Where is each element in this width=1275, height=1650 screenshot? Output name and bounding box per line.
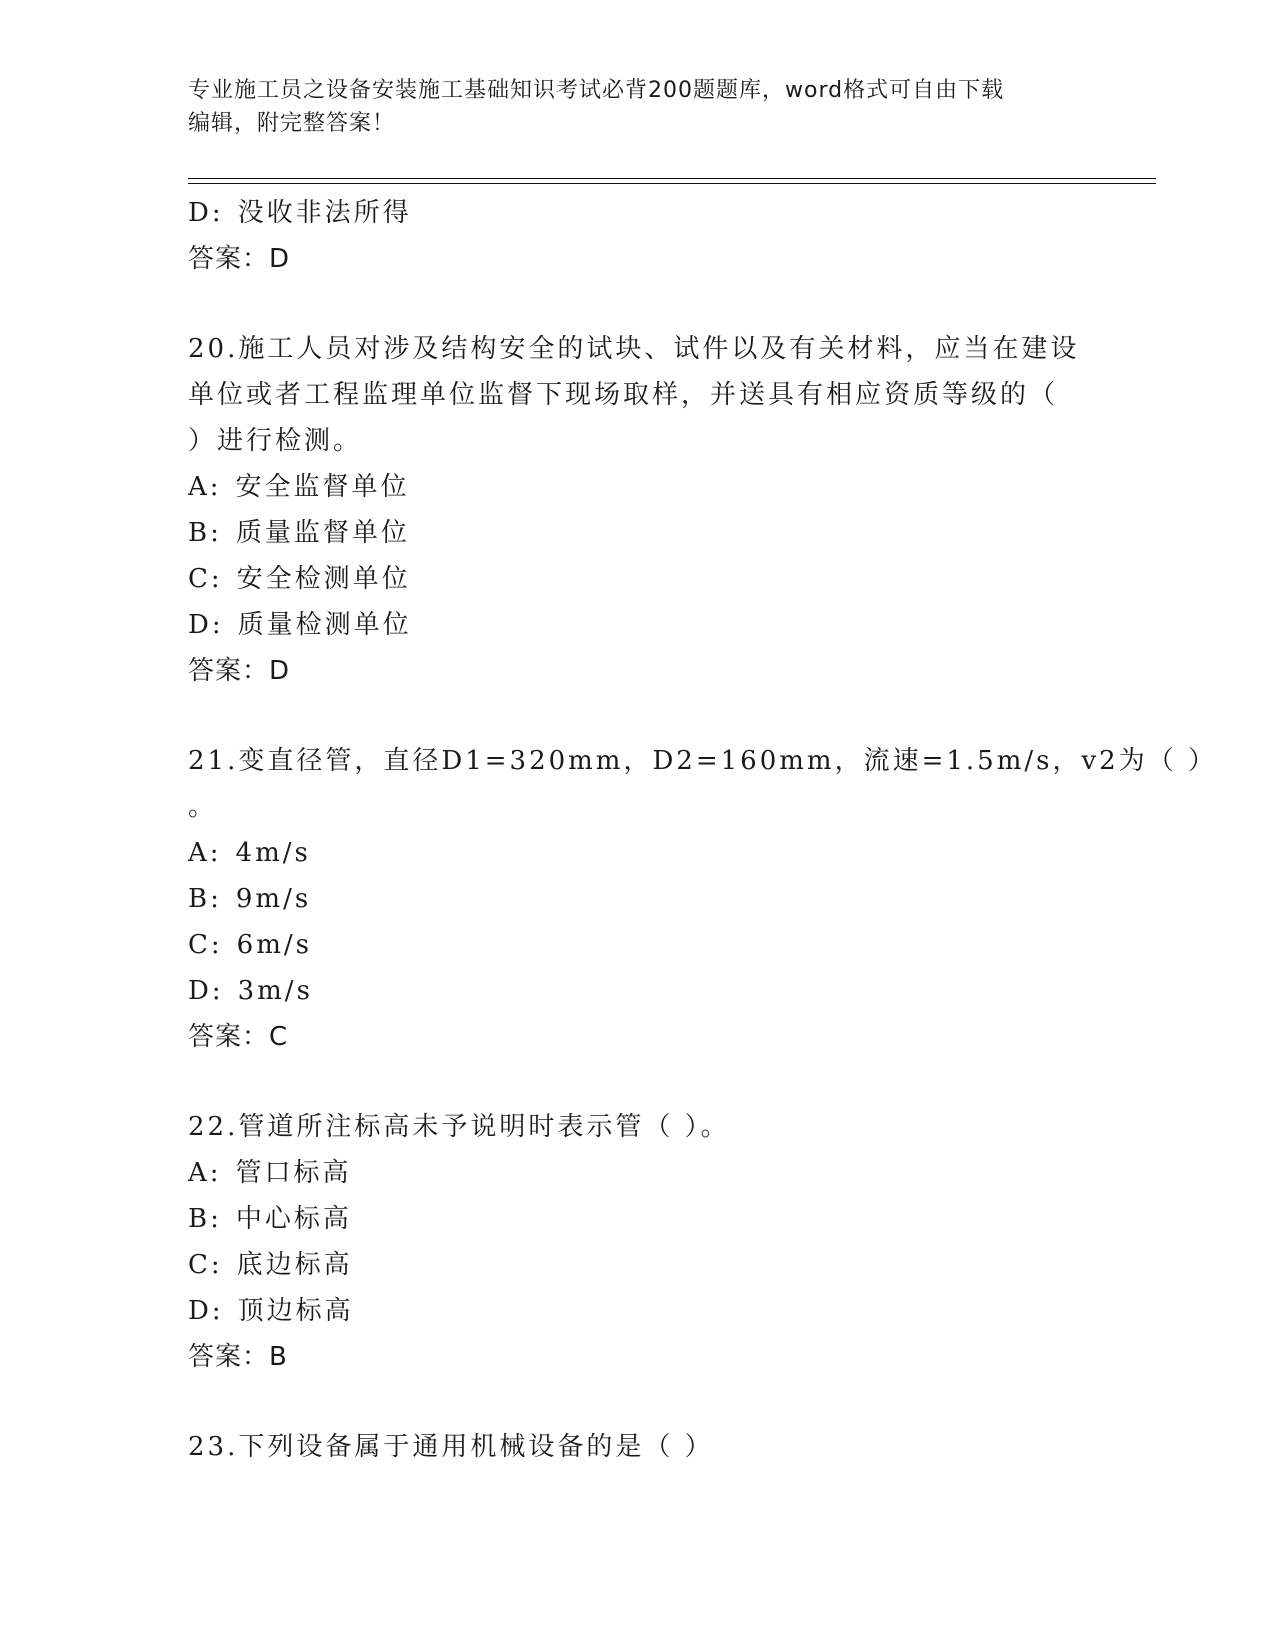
option-letter: D: xyxy=(188,976,224,1006)
option-text: 质量监督单位 xyxy=(235,518,410,548)
question-23 xyxy=(188,1424,1088,1470)
question-text: 21.变直径管，直径D1=320mm，D2=160mm，流速=1.5m/s，v2为（ ） xyxy=(188,746,1217,776)
option-text: 安全检测单位 xyxy=(236,564,411,594)
option-text: 安全监督单位 xyxy=(235,472,410,502)
option-c xyxy=(188,1242,1088,1288)
option-a xyxy=(188,1150,1088,1196)
answer: 答案：D xyxy=(188,656,291,686)
option-c xyxy=(188,922,1088,968)
option-a xyxy=(188,830,1088,876)
option-letter: A: xyxy=(188,472,222,502)
option-text: 中心标高 xyxy=(235,1204,352,1234)
option-text: 6m/s xyxy=(236,930,312,960)
option-letter: A: xyxy=(188,1158,222,1188)
question-20 xyxy=(188,326,1088,694)
option-b xyxy=(188,510,1088,556)
header-line-1: 专业施工员之设备安装施工基础知识考试必背200题题库，word格式可自由下载 xyxy=(188,78,1005,103)
option-letter: D: xyxy=(188,1296,224,1326)
option-letter: C: xyxy=(188,1250,223,1280)
option-letter: A: xyxy=(188,838,222,868)
option-d xyxy=(188,190,1088,236)
question-21 xyxy=(188,738,1217,1060)
option-text: 4m/s xyxy=(235,838,311,868)
answer: 答案：D xyxy=(188,244,291,274)
option-text: 顶边标高 xyxy=(237,1296,354,1326)
option-text: 没收非法所得 xyxy=(237,198,412,228)
header-line-2: 编辑，附完整答案！ xyxy=(188,111,396,136)
option-letter: C: xyxy=(188,930,223,960)
option-letter: D: xyxy=(188,610,224,640)
question-text: 20.施工人员对涉及结构安全的试块、试件以及有关材料，应当在建设 xyxy=(188,334,1080,364)
option-text: 底边标高 xyxy=(236,1250,353,1280)
option-b xyxy=(188,1196,1088,1242)
option-text: 管口标高 xyxy=(235,1158,352,1188)
header-divider-top xyxy=(188,178,1156,179)
answer: 答案：C xyxy=(188,1022,289,1052)
question-text: 单位或者工程监理单位监督下现场取样，并送具有相应资质等级的（ xyxy=(188,380,1059,410)
answer: 答案：B xyxy=(188,1342,288,1372)
question-text: 23.下列设备属于通用机械设备的是（ ） xyxy=(188,1432,714,1462)
question-text: ）进行检测。 xyxy=(188,426,363,456)
question-text: 。 xyxy=(188,792,218,822)
option-d xyxy=(188,968,1088,1014)
option-d xyxy=(188,602,1088,648)
option-a xyxy=(188,464,1088,510)
question-22 xyxy=(188,1104,1088,1380)
option-letter: B: xyxy=(188,1204,222,1234)
option-d xyxy=(188,1288,1088,1334)
question-text: 22.管道所注标高未予说明时表示管（ ）。 xyxy=(188,1112,730,1142)
option-letter: D: xyxy=(188,198,224,228)
option-letter: B: xyxy=(188,518,222,548)
option-letter: B: xyxy=(188,884,222,914)
option-c xyxy=(188,556,1088,602)
option-b xyxy=(188,876,1088,922)
option-text: 3m/s xyxy=(237,976,313,1006)
document-body xyxy=(188,190,1217,1470)
option-text: 质量检测单位 xyxy=(237,610,412,640)
option-text: 9m/s xyxy=(235,884,312,914)
document-header xyxy=(188,74,1088,140)
option-letter: C: xyxy=(188,564,223,594)
header-divider-bottom xyxy=(188,183,1156,184)
